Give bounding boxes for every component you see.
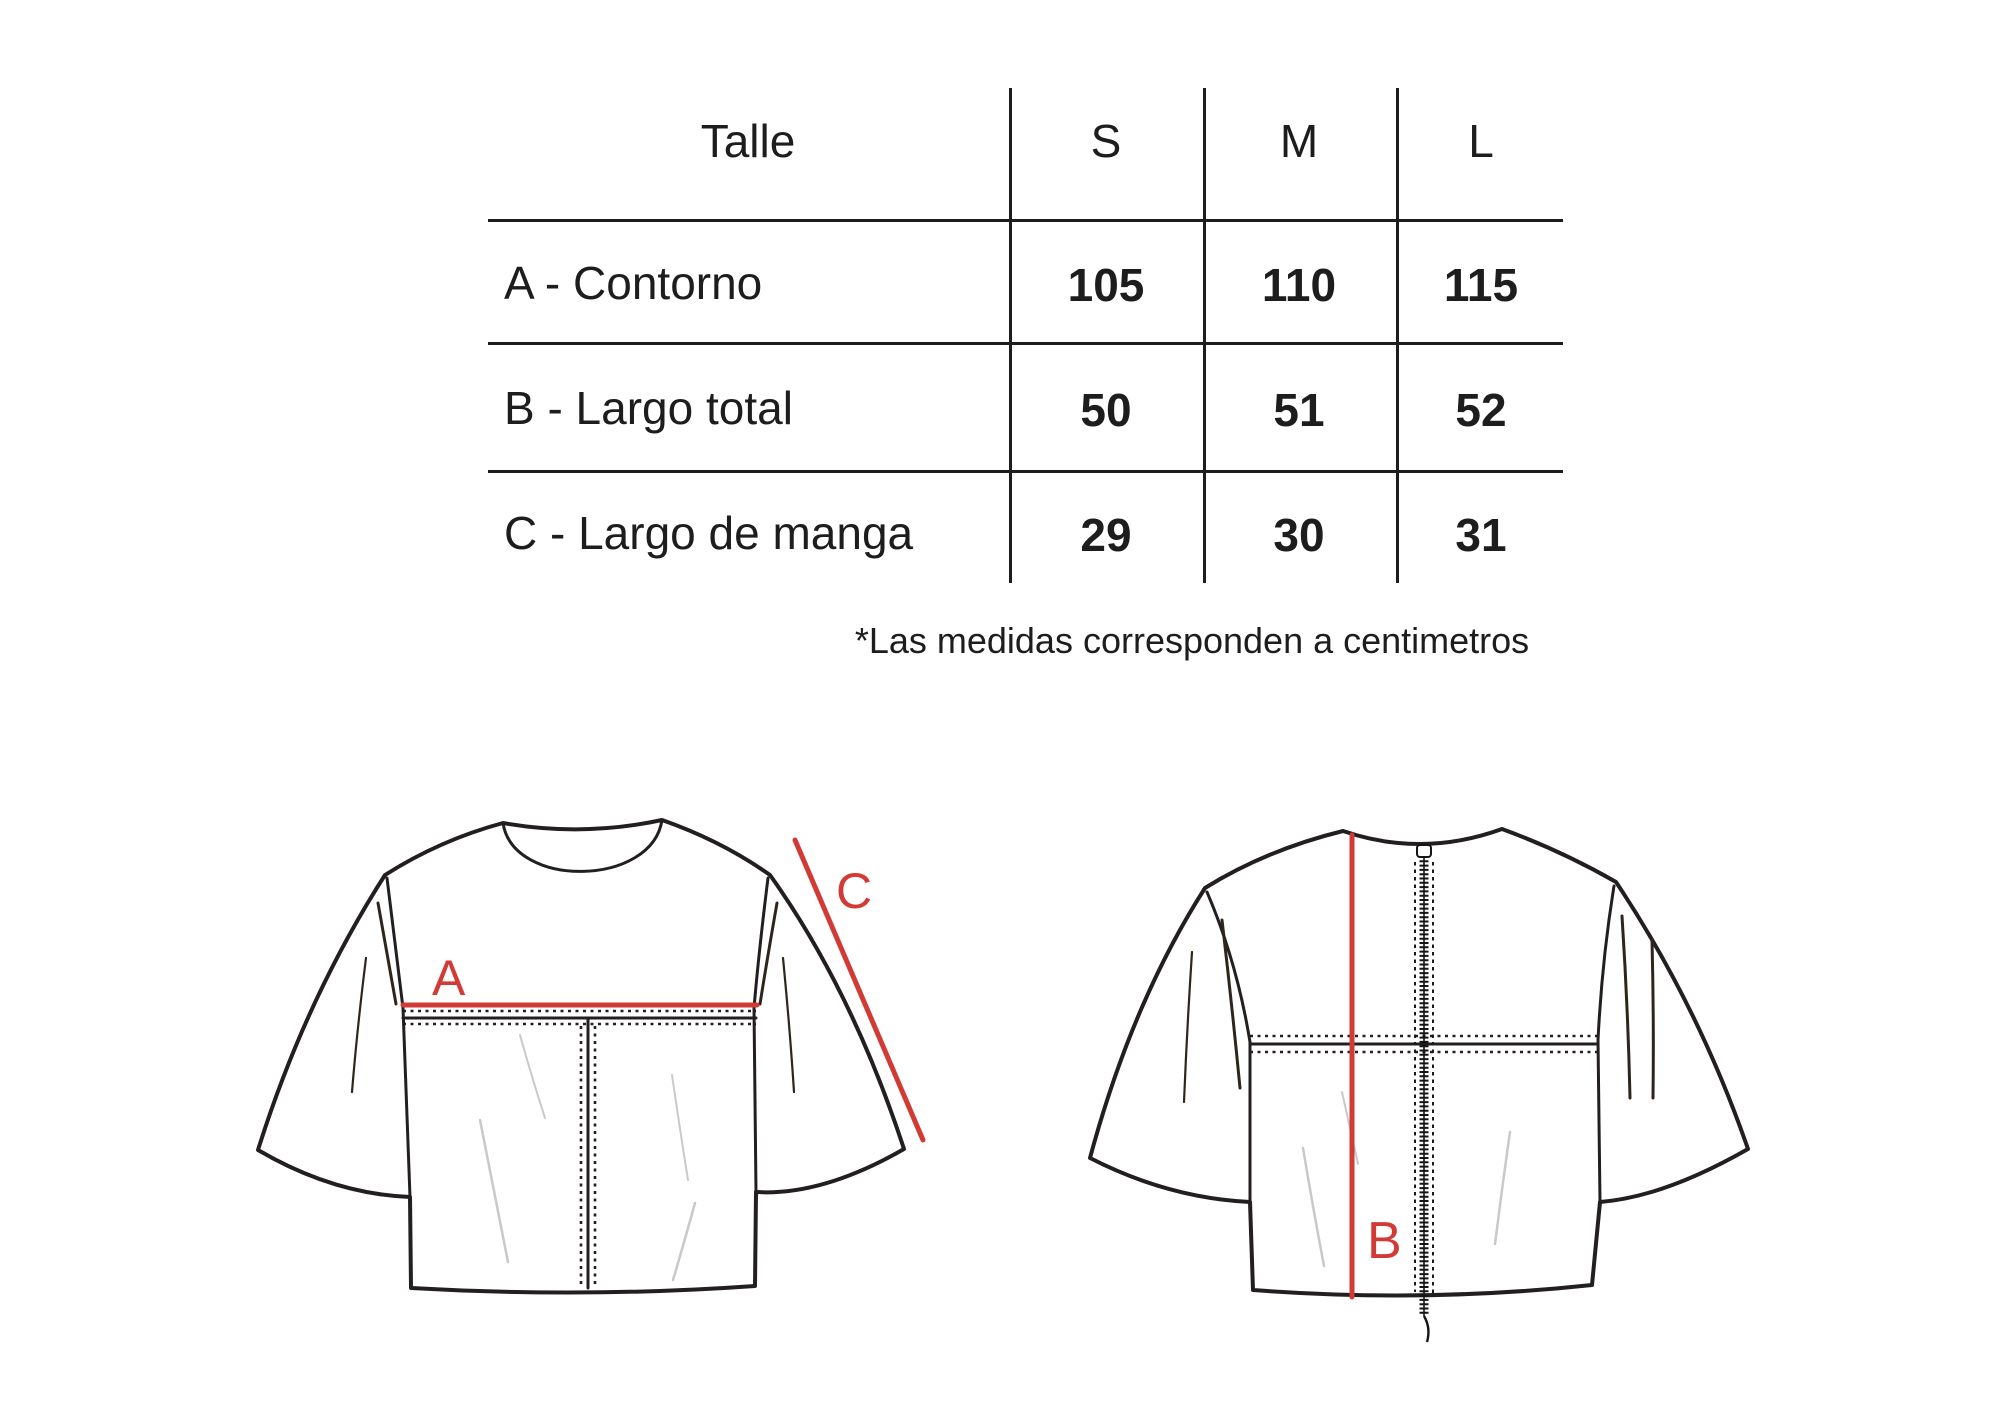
cell-largo-manga-l: 31 bbox=[1455, 509, 1507, 561]
row-label-largo-total: B - Largo total bbox=[504, 382, 793, 434]
front-right-body-edge bbox=[754, 1008, 756, 1192]
cell-contorno-l: 115 bbox=[1443, 259, 1519, 311]
measure-label-c: C bbox=[836, 863, 873, 919]
measure-label-a: A bbox=[432, 950, 466, 1006]
row-label-largo-manga: C - Largo de manga bbox=[504, 507, 914, 559]
front-view-drawing bbox=[258, 820, 923, 1293]
cell-largo-total-l: 52 bbox=[1455, 384, 1507, 436]
table-header-size-l: L bbox=[1468, 115, 1494, 167]
back-view-drawing bbox=[1090, 829, 1748, 1342]
measure-label-b: B bbox=[1367, 1212, 1402, 1270]
back-right-body-edge bbox=[1598, 1040, 1600, 1202]
table-header-size-m: M bbox=[1279, 115, 1319, 167]
cell-contorno-m: 110 bbox=[1261, 259, 1337, 311]
cell-contorno-s: 105 bbox=[1067, 259, 1145, 311]
row-label-contorno: A - Contorno bbox=[504, 257, 763, 309]
measurements-unit-note: *Las medidas corresponden a centimetros bbox=[854, 620, 1530, 661]
cell-largo-total-m: 51 bbox=[1273, 384, 1325, 436]
cell-largo-manga-m: 30 bbox=[1273, 509, 1325, 561]
cell-largo-manga-s: 29 bbox=[1080, 509, 1132, 561]
table-header-size-label: Talle bbox=[700, 115, 796, 167]
back-garment-outline bbox=[1090, 829, 1748, 1295]
table-header-size-s: S bbox=[1090, 115, 1122, 167]
zipper-pull bbox=[1424, 1316, 1428, 1342]
zipper-top-stop bbox=[1417, 845, 1431, 857]
cell-largo-total-s: 50 bbox=[1080, 384, 1132, 436]
